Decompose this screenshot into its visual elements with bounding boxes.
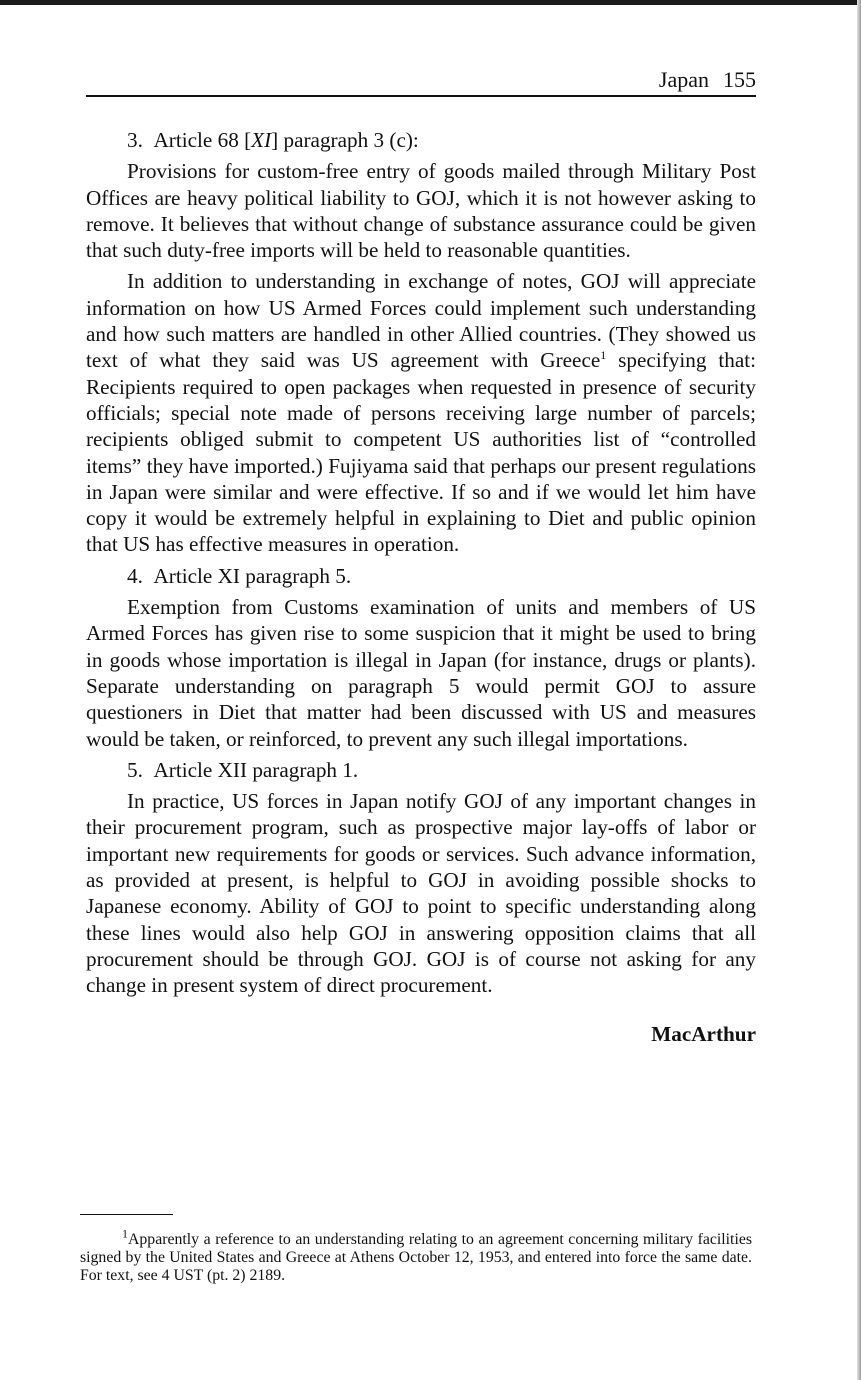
footnote-text: Apparently a reference to an understanding relating to an agreement concerning military facilities signed by the United States and Greece at Athens October 12, 1953, and entered into force the same date. For text, see 4 UST (pt. 2) 2189. xyxy=(80,1231,752,1284)
page-number: 155 xyxy=(723,67,756,92)
item-3-heading xyxy=(86,127,756,153)
footnote-marker: 1 xyxy=(122,1226,128,1241)
page-top-edge xyxy=(0,0,861,5)
item-4-paragraph: Exemption from Customs examination of units and members of US Armed Forces has given rise to some suspicion that it might be used to bring in goods whose importation is illegal in Japan (for instance, drugs or plants). Separate understanding on paragraph 5 would permit GOJ to assure questioners in Diet that matter had been discussed with US and measures would be taken, or reinforced, to prevent any such illegal importations. xyxy=(86,595,756,751)
page-right-edge xyxy=(857,0,861,1380)
document-body xyxy=(86,127,756,1052)
footnote-reference: 1 xyxy=(600,348,607,363)
item-3-number: 3. xyxy=(127,128,143,152)
footnote-divider xyxy=(80,1214,173,1215)
item-3-heading-pre: Article 68 [ xyxy=(153,128,252,152)
signature: MacArthur xyxy=(651,1021,756,1046)
item-3-paragraph-2-continuation: specifying that: Recipients required to open packages when requested in presence of security officials; special note made of persons receiving large number of parcels; recipients obliged submit to competent US authorities list of “controlled items” they have imported.) Fujiyama said that perhaps our present regulations in Japan were similar and were effective. If so and if we would let him have copy it would be extremely helpful in explaining to Diet and public opinion that US has effective measures in operation. xyxy=(86,348,756,557)
item-4-heading: 4. Article XI paragraph 5. xyxy=(127,563,352,588)
item-3-paragraph-2 xyxy=(86,268,756,557)
item-3-heading-post: ] paragraph 3 (c): xyxy=(271,128,419,152)
item-3-paragraph-1: Provisions for custom-free entry of goods mailed through Military Post Offices are heavy political liability to GOJ, which it is not however asking to remove. It believes that without change of substance assurance could be given that such duty-free imports will be held to reasonable quantities. xyxy=(86,159,756,263)
running-head-title: Japan xyxy=(658,67,709,92)
item-5-heading: 5. Article XII paragraph 1. xyxy=(127,757,359,782)
footnote xyxy=(80,1226,752,1285)
item-5-paragraph: In practice, US forces in Japan notify GOJ of any important changes in their procurement program, such as prospective major lay-offs of labor or important new requirements for goods or services. Such advance information, as provided at present, is helpful to GOJ in avoiding possible shocks to Japanese economy. Ability of GOJ to point to specific understanding along these lines would also help GOJ in answering opposition claims that all procurement should be through GOJ. GOJ is of course not asking for any change in present system of direct procurement. xyxy=(86,789,756,998)
running-head xyxy=(86,64,756,97)
item-3-heading-italic: XI xyxy=(251,128,272,152)
item-3-paragraph-2-start: In addition to understanding in exchange of notes, GOJ will appreciate information on how US Armed Forces could implement such understanding and how such matters are handled in other Allied countries. (They showed us text of what they said was US agreement with Greece xyxy=(86,269,756,373)
